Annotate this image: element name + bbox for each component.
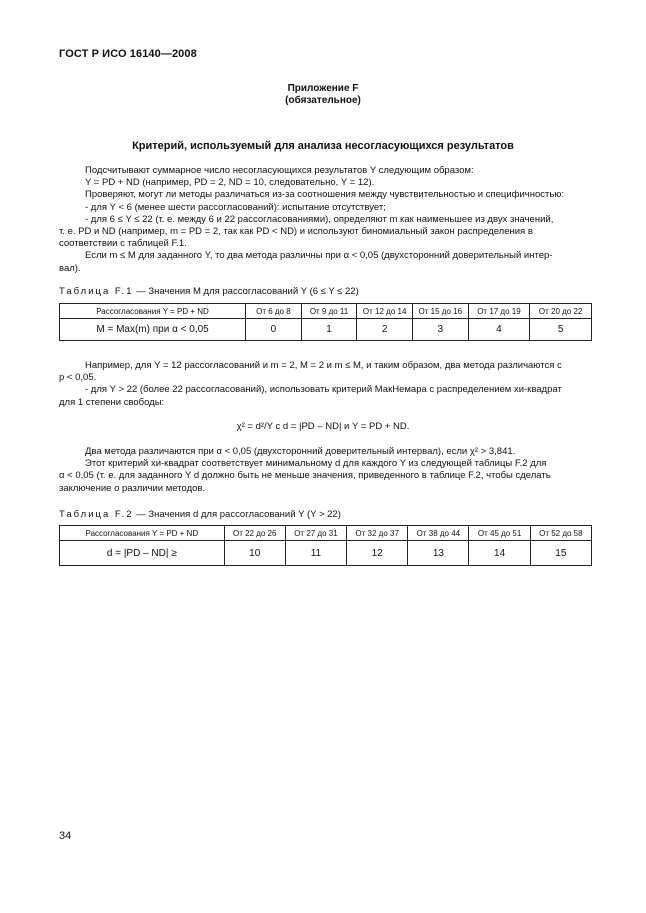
paragraph: α < 0,05 (т. е. для заданного Y d должно быть не меньше значения, приведенного в таблице F.2, чтобы сделать [59,470,551,482]
body-block-1 [59,165,595,275]
standard-header: ГОСТ Р ИСО 16140—2008 [59,48,197,60]
paragraph: - для Y < 6 (менее шести рассогласований): испытание отсутствует; [85,201,386,213]
table1-header-cell: От 20 до 22 [530,304,592,319]
table1-caption-label: Таблица F.1 [59,286,134,297]
table1-header-cell: От 17 до 19 [468,304,530,319]
table2-caption [59,509,341,520]
paragraph: Подсчитывают суммарное число несогласующихся результатов Y следующим образом: [85,165,474,176]
page-number: 34 [59,830,72,842]
paragraph: заключение о различии методов. [59,482,206,494]
table1-cell: 1 [301,319,357,341]
table1-header-cell: От 12 до 14 [357,304,413,319]
appendix-subtitle: (обязательное) [285,95,361,106]
paragraph: Проверяют, могут ли методы различаться из-за соотношения между чувствительностью и специфичностью: [85,189,565,201]
chi-square-formula: χ² = d²/Y с d = |PD – ND| и Y = PD + ND. [236,421,410,432]
paragraph: соответствии с таблицей F.1. [59,238,187,250]
table2-header-cell: От 32 до 37 [347,526,408,541]
paragraph: т. е. PD и ND (например, m = PD = 2, так как PD < ND) и используют биномиальный закон распределения в [59,226,533,238]
table2-header-cell: От 22 до 26 [224,526,285,541]
body-block-3 [59,446,595,495]
paragraph: - для Y > 22 (более 22 рассогласований), использовать критерий МакНемара с распределением хи-квадрат [85,384,562,396]
table2-header-cell: От 52 до 58 [530,526,591,541]
paragraph: вал). [59,262,81,274]
table2-cell: 12 [347,541,408,566]
table2-cell: 15 [530,541,591,566]
table1-cell: 2 [357,319,413,341]
table2-cell: 11 [285,541,346,566]
table2-header-cell: От 45 до 51 [469,526,530,541]
paragraph: Этот критерий хи-квадрат соответствует минимальному d для каждого Y из следующей таблицы F.2 для [85,458,547,470]
table2-header-cell: От 38 до 44 [408,526,469,541]
table-f1 [59,303,592,341]
paragraph: p < 0,05. [59,372,97,384]
paragraph: для 1 степени свободы: [59,396,165,408]
table1-caption-text: — Значения M для рассогласований Y (6 ≤ Y ≤ 22) [133,286,359,297]
table1-cell: 5 [530,319,592,341]
section-title: Критерий, используемый для анализа несогласующихся результатов [132,140,514,152]
table2-caption-label: Таблица F.2 [59,509,134,520]
table1-cell: 4 [468,319,530,341]
table2-cell: 13 [408,541,469,566]
paragraph: Y = PD + ND (например, PD = 2, ND = 10, следовательно, Y = 12). [85,177,375,189]
table1-header-cell: От 6 до 8 [246,304,302,319]
table1-header-cell: Рассогласования Y = PD + ND [60,304,246,319]
table1-cell: 3 [412,319,468,341]
paragraph: Например, для Y = 12 рассогласований и m = 2, M = 2 и m ≤ M, и таким образом, два метода различаются с [85,360,562,371]
paragraph: - для 6 ≤ Y ≤ 22 (т. е. между 6 и 22 рассогласованиями), определяют m как наименьшее из двух значений, [85,213,554,225]
body-block-2 [59,360,595,409]
table1-row-label: M = Max(m) при α < 0,05 [60,319,246,341]
table1-header-cell: От 15 до 16 [412,304,468,319]
table2-cell: 14 [469,541,530,566]
table-f2 [59,525,592,566]
table2-row-label: d = |PD – ND| ≥ [60,541,225,566]
paragraph: Два метода различаются при α < 0,05 (двухсторонний доверительный интервал), если χ² > 3,841. [85,446,516,457]
table2-header-cell: Рассогласования Y = PD + ND [60,526,225,541]
table2-cell: 10 [224,541,285,566]
table1-header-cell: От 9 до 11 [301,304,357,319]
table2-header-cell: От 27 до 31 [285,526,346,541]
table1-caption [59,286,359,297]
table2-caption-text: — Значения d для рассогласований Y (Y > 22) [133,509,341,520]
appendix-title: Приложение F [287,83,359,94]
table1-cell: 0 [246,319,302,341]
paragraph: Если m ≤ M для заданного Y, то два метода различны при α < 0,05 (двухсторонний доверительный интер- [85,250,553,262]
